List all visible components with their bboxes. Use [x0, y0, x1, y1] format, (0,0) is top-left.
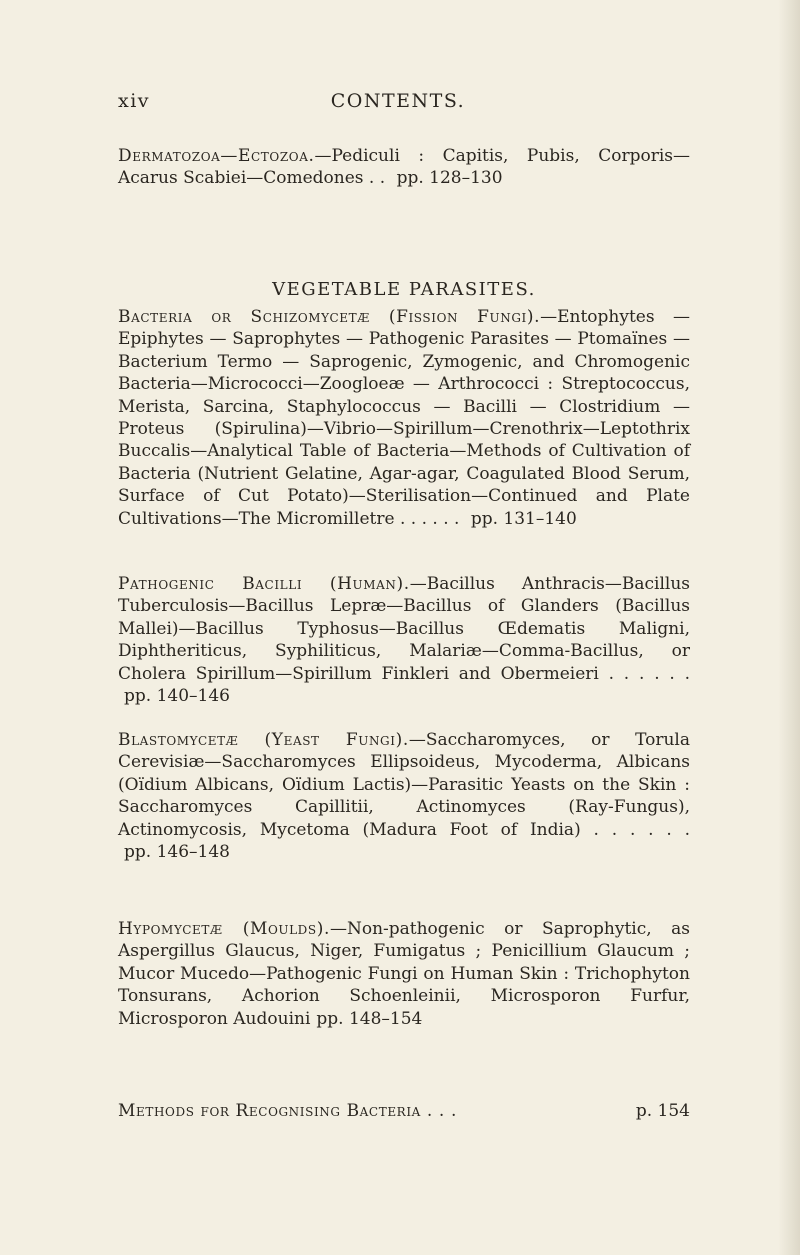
entry-pages: pp. 128–130	[396, 168, 503, 189]
entry-text: —Entophytes — Epiphytes — Saprophytes — Pathogenic Parasites — Ptomaïnes — Bacterium Termo — Saprogenic, Zymogenic, and Chromogenic Bacteria—Micrococci—Zoogloeæ — Arthrococci : Streptococcus, Merista, Sarcina, Staphylococcus — Bacilli — Clostridium — Proteus (Spirulina)—Vibrio—Spirillum—Crenothrix—Leptothrix Buccalis—Analytical Table of Bacteria—Methods of Cultivation of Bacteria (Nutrient Gelatine, Agar-agar, Coagulated Blood Serum, Surface of Cut Potato)—Sterilisation—Continued and Plate Cultivations—The Micromilletre . . . . . .	[118, 307, 691, 529]
toc-entry-pathogenic-bacilli	[118, 573, 690, 707]
toc-entry-dermatozoa	[118, 145, 690, 190]
entry-pages: pp. 146–148	[124, 842, 230, 863]
entry-text: —Pediculi : Capitis, Pubis, Corporis—Acarus Scabiei—Comedones . .	[118, 146, 690, 189]
entry-heading: Blastomycetæ (Yeast Fungi).	[118, 730, 409, 750]
entry-pages: pp. 140–146	[124, 686, 230, 707]
running-title: CONTENTS.	[330, 90, 466, 112]
entry-pages: pp. 148–154	[316, 1008, 423, 1029]
toc-entry-hypomycetae	[118, 918, 690, 1030]
entry-pages: pp. 131–140	[470, 508, 577, 529]
page-edge-shading	[778, 0, 800, 1255]
entry-pages: p. 154	[635, 1101, 690, 1121]
toc-entry-bacteria	[118, 306, 690, 530]
section-heading: VEGETABLE PARASITES.	[272, 279, 536, 300]
entry-heading: Bacteria or Schizomycetæ (Fission Fungi).	[118, 307, 541, 327]
entry-heading: Hypomycetæ (Moulds).	[118, 919, 330, 939]
toc-entry-methods	[118, 1101, 690, 1121]
entry-heading: Dermatozoa—Ectozoa.	[118, 146, 315, 166]
toc-entry-blastomycetae	[118, 729, 690, 863]
entry-heading: Pathogenic Bacilli (Human).	[118, 574, 410, 594]
entry-text: —Non-pathogenic or Saprophytic, as Aspergillus Glaucus, Niger, Fumigatus ; Penicillium Glaucum ; Mucor Mucedo—Pathogenic Fungi on Human Skin : Trichophyton Tonsurans, Achorion Schoenleinii, Microsporon Furfur, Microsporon Audouini	[118, 919, 690, 1029]
entry-heading: Methods for Recognising Bacteria . . .	[118, 1101, 457, 1121]
entry-text: —Bacillus Anthracis—Bacillus Tuberculosis—Bacillus Lepræ—Bacillus of Glanders (Bacillus Mallei)—Bacillus Typhosus—Bacillus Œdematis Maligni, Diphtheriticus, Syphiliticus, Malariæ—Comma-Bacillus, or Cholera Spirillum—Spirillum Finkleri and Obermeieri . . . . . .	[118, 574, 690, 684]
page-number: xiv	[118, 90, 151, 112]
page-header	[118, 90, 678, 120]
entry-text: —Saccharomyces, or Torula Cerevisiæ—Saccharomyces Ellipsoideus, Mycoderma, Albicans (Oïdium Albicans, Oïdium Lactis)—Parasitic Yeasts on the Skin : Saccharomyces Capillitii, Actinomyces (Ray-Fungus), Actinomycosis, Mycetoma (Madura Foot of India) . . . . . .	[118, 730, 690, 840]
